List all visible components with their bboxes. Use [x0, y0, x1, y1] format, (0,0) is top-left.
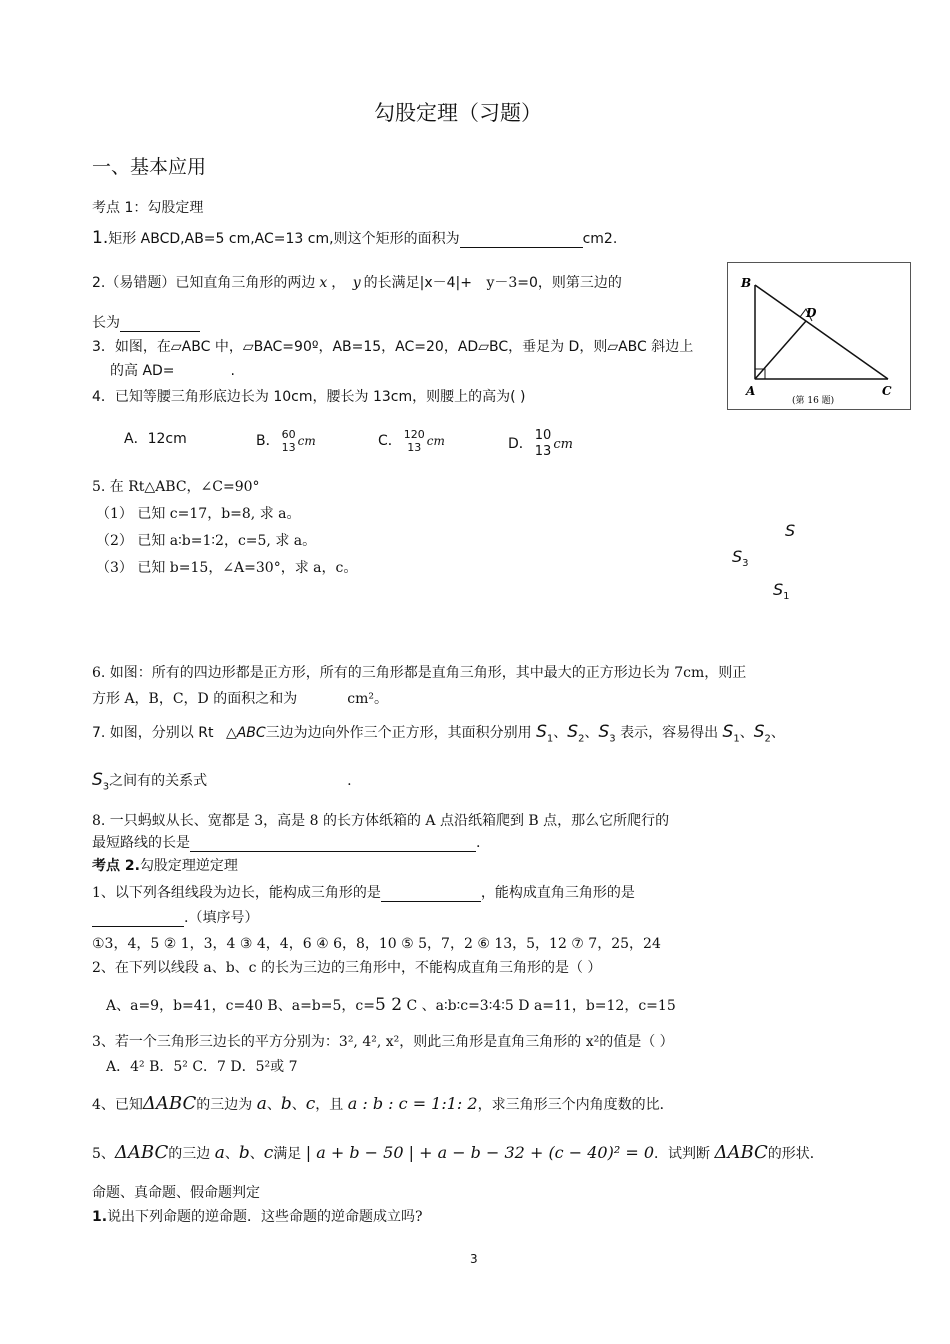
reverse-3: 3、若一个三角形三边长的平方分别为：3², 4², x²，则此三角形是直角三角形的 x²的值是（ ）	[92, 1034, 674, 1050]
reverse-1: 1、以下列各组线段为边长，能构成三角形的是 ，能构成直角三角形的是	[92, 885, 635, 901]
kp2-heading: 考点 2.勾股定理逆定理	[92, 858, 238, 874]
proposition-heading: 命题、真命题、假命题判定	[92, 1185, 260, 1201]
right-triangle-diagram	[728, 263, 910, 409]
label-A: A	[746, 384, 756, 398]
page-title: 勾股定理（习题）	[374, 101, 542, 125]
question-4: 4．已知等腰三角形底边长为 10cm，腰长为 13cm，则腰上的高为( )	[92, 389, 526, 405]
question-1: 1.矩形 ABCD,AB=5 cm,AC=13 cm,则这个矩形的面积为 cm2.	[92, 228, 618, 248]
question-5: 5. 在 Rt△ABC，∠C=90°	[92, 479, 260, 495]
reverse-5: 5、ΔABC的三边 a、b、c满足 | a + b − 50 | + a − b − 32 + (c − 40)² = 0．试判断 ΔABC的形状．	[92, 1142, 824, 1163]
label-B: B	[741, 276, 752, 290]
question-6-cont: 方形 A，B，C，D 的面积之和为 cm²。	[92, 691, 388, 707]
reverse-4: 4、已知ΔABC的三边为 a、b、c，且 a : b : c = 1:1: 2，求三角形三个内角度数的比．	[92, 1093, 674, 1114]
kp1-heading: 考点 1：勾股定理	[92, 200, 204, 216]
label-s1: $S_1$	[773, 580, 790, 603]
question-7: 7. 如图，分别以 Rt △ABC三边为边向外作三个正方形，其面积分别用 $S_1$、$S_2$、$S_3$ 表示，容易得出 $S_1$、$S_2$、	[92, 722, 785, 745]
question-5-part2: （2） 已知 a∶b=1∶2，c=5, 求 a。	[96, 533, 317, 549]
question-6: 6. 如图：所有的四边形都是正方形，所有的三角形都是直角三角形，其中最大的正方形边长为 7cm，则正	[92, 665, 747, 681]
option-4d: D． 10 13 cm	[508, 428, 573, 459]
label-D: D	[806, 306, 817, 320]
figure-16	[727, 262, 911, 410]
reverse-1-cont: .（填序号）	[92, 907, 258, 927]
label-s3: $S_3$	[732, 547, 749, 570]
question-3-cont: 的高 AD= .	[110, 363, 235, 379]
question-2-cont: 长为	[92, 312, 200, 332]
label-C: C	[882, 384, 892, 398]
page-number: 3	[470, 1252, 478, 1266]
option-4c: C． 120 13 cm	[378, 428, 445, 454]
section-heading: 一、基本应用	[92, 156, 207, 178]
question-3: 3．如图，在▱ABC 中，▱BAC=90º，AB=15，AC=20，AD▱BC，垂足为 D，则▱ABC 斜边上	[92, 339, 694, 355]
question-8: 8. 一只蚂蚁从长、宽都是 3，高是 8 的长方体纸箱的 A 点沿纸箱爬到 B 点，那么它所爬行的	[92, 813, 670, 829]
label-s: S	[785, 521, 796, 540]
question-5-part1: （1） 已知 c=17，b=8, 求 a。	[96, 506, 301, 522]
question-5-part3: （3） 已知 b=15，∠A=30°，求 a，c。	[96, 560, 358, 576]
reverse-2-options: A、a=9，b=41，c=40 B、a=b=5，c=5 2 C 、a∶b∶c=3∶4∶5 D a=11，b=12，c=15	[106, 995, 676, 1015]
option-4b: B． 60 13 cm	[256, 428, 316, 454]
option-4a: A．12cm	[124, 431, 187, 447]
reverse-2: 2、在下列以线段 a、b、c 的长为三边的三角形中，不能构成直角三角形的是（ ）	[92, 960, 602, 976]
figure-caption: (第 16 题)	[792, 396, 835, 406]
reverse-3-options: A．4² B．5² C．7 D．5²或 7	[106, 1059, 298, 1075]
question-8-cont: 最短路线的长是 .	[92, 835, 481, 851]
reverse-1-options: ①3，4，5 ② 1，3，4 ③ 4，4，6 ④ 6，8，10 ⑤ 5，7，2 ⑥ 13，5，12 ⑦ 7，25，24	[92, 936, 661, 952]
question-7-cont: $S_3$之间有的关系式 .	[92, 770, 352, 793]
proposition-question-1: 1.说出下列命题的逆命题．这些命题的逆命题成立吗?	[92, 1209, 423, 1225]
question-2: 2.（易错题）已知直角三角形的两边 x ， y 的长满足|x－4|+ y－3=0，则第三边的	[92, 275, 622, 291]
